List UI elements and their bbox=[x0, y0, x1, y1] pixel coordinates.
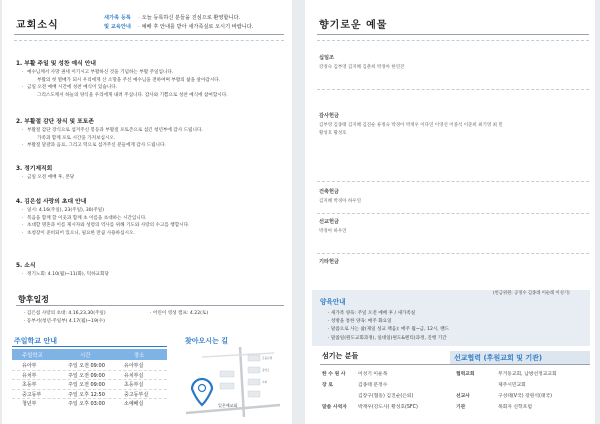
school-divider bbox=[12, 346, 167, 347]
servant-role: 장 로 bbox=[322, 383, 333, 388]
nurture-heading: 양육안내 bbox=[320, 298, 346, 306]
map-heading: 찾아오시는 길 bbox=[185, 337, 229, 345]
table-cell: 중고등부 bbox=[22, 391, 42, 398]
offering-committee-note: (헌금위원: 공정수 김종례 이순례 이성기) bbox=[493, 291, 570, 296]
servants-heading: 섬기는 분들 bbox=[322, 352, 359, 360]
servant-role: 한 수 원 사 bbox=[322, 372, 346, 377]
table-cell: 초등부실 bbox=[124, 382, 144, 389]
svg-text:중앙로: 중앙로 bbox=[262, 369, 270, 372]
news-item: 그리스도께서 하늘의 양식을 우리에게 내려 주십니다. 감사와 기쁨으로 성찬 예식에 참여합시다. bbox=[37, 92, 228, 98]
offering-thanks: 감사헌금 김부영 김종태 김지혜 김진순 류정숙 박경아 박재우 이다연 이영선 이종석 이준희 최기영 최 민 황성호 황성호 bbox=[319, 112, 589, 137]
title-divider-dashed bbox=[317, 40, 589, 41]
servant-names: 김장구(협동) 김진순(은퇴) bbox=[358, 394, 414, 399]
partner-type: 선교사 bbox=[456, 394, 470, 399]
table-cell: 청년부 bbox=[22, 400, 37, 407]
news-item: · 정기노회: 4.10(월)~11(화), 덕하교회당 bbox=[22, 272, 109, 277]
left-page bbox=[2, 0, 292, 424]
partner-type: 협력교회 bbox=[456, 372, 475, 377]
welcome-label-1: 새가족 등록 bbox=[104, 15, 131, 21]
yearly-item: · 김은섭 사랑의 초대: 4.16,23,30(주일) · 어린이 영성 캠프: 4.22(토) bbox=[24, 311, 209, 316]
table-row bbox=[12, 370, 167, 379]
table-cell: 초등부 bbox=[22, 382, 37, 389]
school-table bbox=[12, 361, 167, 407]
table-cell: 중고등부실 bbox=[124, 391, 149, 398]
news-section bbox=[16, 260, 284, 279]
table-cell: 유치부실 bbox=[124, 373, 144, 380]
col-place: 장소 bbox=[134, 353, 145, 359]
offering-tithe: 십일조 강경숙 김부영 김지혜 김춘희 박경아 한연진 bbox=[319, 54, 589, 71]
service-box bbox=[312, 346, 590, 418]
partner-type: 기관 bbox=[456, 405, 466, 410]
offering-title: 향기로운 예물 bbox=[319, 20, 388, 31]
yearly-heading: 향후일정 bbox=[18, 295, 49, 304]
news-item: · 초청장이 준비되어 있으니, 필요한 만큼 사용하십시오. bbox=[22, 230, 135, 236]
news-item: · 부활절 감단 장식으로 섬겨주신 봉등과 부활절 포토존으로 섬긴 청년부에 감사 드립니다. bbox=[22, 128, 203, 133]
news-item: 부활의 첫 열매가 되시 우리에게 산 소망을 주신 예수님을 전하여며 부활의 삶을 살아갑시다. bbox=[37, 77, 221, 83]
news-item: · 금일 오전 예배 시간에 성찬 예식이 있습니다. bbox=[22, 85, 118, 91]
table-cell: 유치부 bbox=[22, 373, 37, 380]
yearly-list bbox=[24, 310, 284, 326]
servant-names: 이성기 이운목 bbox=[358, 372, 388, 377]
yearly-divider bbox=[16, 305, 284, 306]
partner-names: 제주시민교회 bbox=[498, 383, 526, 388]
mission-partners-heading: 선교협력 (후원교회 및 기관) bbox=[450, 351, 590, 364]
news-item: · 예수님께서 사망 권세 이기시고 부활하신 것을 기념하는 부활 주일입니다. bbox=[22, 70, 174, 75]
news-section-heading: 4. 김은섭 사랑의 초대 안내 bbox=[16, 199, 87, 205]
news-section-heading: 1. 부활 주일 및 성찬 예식 안내 bbox=[16, 61, 96, 67]
news-item: · 일시: 4.16(주일), 23(주일), 30(주일) bbox=[22, 208, 105, 213]
nurture-item: · 성방을 통한 양육: 매주 화요일 bbox=[328, 319, 392, 325]
nurture-item: · 말씀일(원도교회과정), 일대일(편도&멘티)과정, 진행 기간 bbox=[328, 335, 447, 341]
table-cell: 소예배실 bbox=[124, 400, 144, 407]
table-cell: 유아부실 bbox=[124, 363, 144, 369]
table-row bbox=[12, 361, 167, 370]
school-heading: 주일학교 안내 bbox=[14, 337, 58, 345]
yearly-item: · 등부서(청년·주일부) 4.17(월)~19(수) bbox=[24, 319, 105, 324]
welcome-line-2: 예배 후 안내를 받아 새가족실로 오시기 바랍니다. bbox=[141, 24, 254, 30]
nurture-item: · 말씀으로 사는 삶(제일 성교 책음): 매주 월~금, 12시, 밴드 bbox=[328, 327, 450, 333]
news-section bbox=[16, 163, 284, 182]
page-title: 교회소식 bbox=[16, 20, 59, 31]
offering-building: 건축헌금 김지혜 박경아 하우연 bbox=[319, 188, 589, 205]
nurture-list bbox=[328, 310, 449, 343]
svg-text:금융은행: 금융은행 bbox=[262, 357, 273, 360]
welcome-label-2: 및 교육안내 bbox=[104, 24, 131, 30]
welcome-box: 새가족 등록 · 오늘 등록하신 분들을 진심으로 환영합니다. 및 교육안내 · 예배 후 안내를 받아 새가족실로 오시기 바랍니다. bbox=[104, 15, 254, 30]
col-school: 주일학교 bbox=[22, 353, 43, 359]
table-cell: 주일 오전 09:00 bbox=[68, 373, 105, 380]
title-divider bbox=[317, 34, 589, 35]
welcome-line-1: 오늘 등록하신 분들을 진심으로 환영합니다. bbox=[141, 15, 241, 21]
news-item: · 금일 오전 예배 후, 본당 bbox=[22, 175, 75, 180]
news-section bbox=[16, 58, 284, 99]
table-cell: 주일 오전 09:00 bbox=[68, 363, 105, 369]
partner-names: 구성태(V국) 장원석(태국) bbox=[498, 394, 552, 399]
table-cell: 주일 오후 12:50 bbox=[68, 391, 105, 398]
table-row bbox=[12, 379, 167, 388]
offering-other: 기타헌금 bbox=[319, 259, 340, 265]
map bbox=[182, 345, 284, 420]
title-divider-dashed bbox=[14, 40, 284, 41]
servant-role: 말씀 사역자 bbox=[322, 405, 347, 410]
col-time: 시간 bbox=[80, 353, 91, 359]
news-item: 가족과 함께 포토 시간을 가져보십시오. bbox=[37, 135, 116, 141]
church-map-label: 일은예교회 bbox=[218, 403, 238, 408]
svg-text:교회: 교회 bbox=[262, 381, 268, 384]
table-cell: 주일 오후 03:00 bbox=[68, 400, 105, 407]
nurture-box bbox=[312, 290, 590, 346]
news-section bbox=[16, 196, 284, 237]
offering-mission: 선교헌금 박경아 하우연 bbox=[319, 218, 589, 235]
news-section-heading: 5. 소식 bbox=[16, 263, 36, 269]
news-section-heading: 3. 정기제직회 bbox=[16, 166, 53, 172]
table-cell: 주일 오전 09:00 bbox=[68, 382, 105, 389]
nurture-item: · 새가족 양육: 주일 오전 예배 후 / 새가족실 bbox=[328, 311, 416, 316]
news-section bbox=[16, 116, 284, 150]
title-divider bbox=[14, 34, 284, 35]
servant-names: 김종태 문정수 bbox=[358, 383, 388, 388]
table-cell: 유아부 bbox=[22, 363, 37, 369]
right-page bbox=[305, 0, 595, 424]
news-item: · 부활절 달걀과 음료, 그리고 떡으로 섬겨주신 분들에게 감사 드립니다. bbox=[22, 143, 166, 149]
yearly-item-right: · 어린이 영성 캠프: 4.22(토) bbox=[150, 311, 209, 316]
news-item: · 복음을 함께 할 이웃과 함께 초 이름을 초대하는 시간입니다. bbox=[22, 215, 147, 221]
table-row bbox=[12, 398, 167, 407]
servant-names: 박재우(강도사) 황성호(SFC) bbox=[358, 405, 418, 410]
school-table-header bbox=[12, 349, 167, 360]
partner-names: 목회자 신학포럼 bbox=[498, 405, 532, 410]
news-item: · 초대할 명혼과 이름 제시자와 성령의 역사를 위해 기도와 사랑의 수고를 행합시다. bbox=[22, 223, 190, 229]
news-section-heading: 2. 부활절 감단 장식 및 포토존 bbox=[16, 119, 94, 125]
table-row bbox=[12, 389, 167, 398]
partner-names: 무거동교회, 남방선정교교회 bbox=[498, 372, 557, 377]
